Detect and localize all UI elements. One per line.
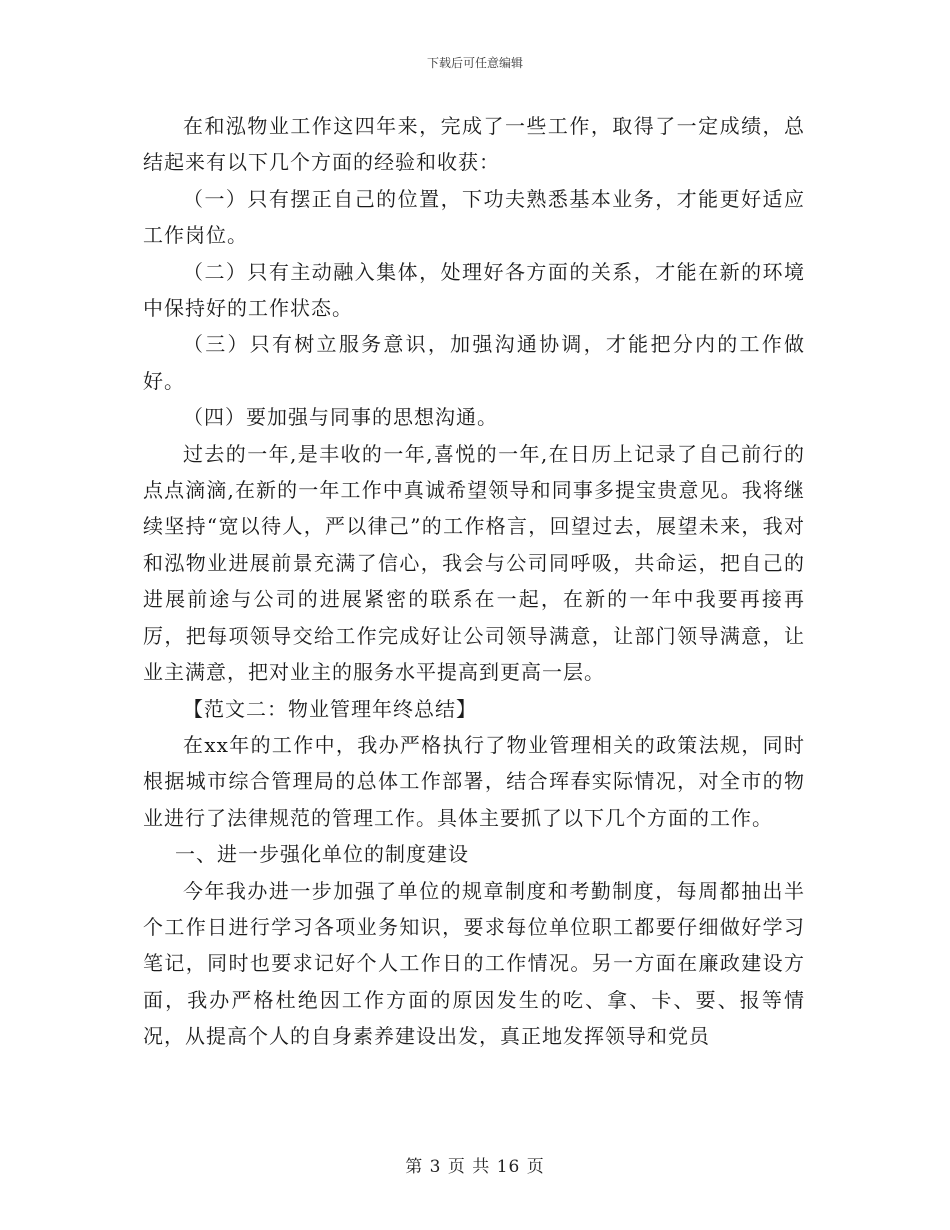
paragraph-system-building: 今年我办进一步加强了单位的规章制度和考勤制度，每周都抽出半个工作日进行学习各项业务知识，要求每位单位职工都要仔细做好学习笔记，同时也要求记好个人工作日的工作情况。另一方面在廉政建设方面，我办严格杜绝因工作方面的原因发生的吃、拿、卡、要、报等情况，从提高个人的自身素养建设出发，真正地发挥领导和党员 (143, 878, 805, 1049)
page-header-note: 下载后可任意编辑 (426, 56, 523, 70)
document-body (143, 108, 805, 1055)
section-title-sample-two: 【范文二：物业管理年终总结】 (183, 696, 477, 721)
paragraph-point-1: （一）只有摆正自己的位置，下功夫熟悉基本业务，才能更好适应工作岗位。 (143, 186, 805, 248)
paragraph-sample-two-intro: 在xx年的工作中，我办严格执行了物业管理相关的政策法规，同时根据城市综合管理局的总体工作部署，结合珲春实际情况，对全市的物业进行了法律规范的管理工作。具体主要抓了以下几个方面的工作。 (143, 732, 805, 830)
paragraph-point-2: （二）只有主动融入集体，处理好各方面的关系，才能在新的环境中保持好的工作状态。 (143, 259, 805, 321)
paragraph-point-4: （四）要加强与同事的思想沟通。 (183, 405, 498, 430)
paragraph-review: 过去的一年,是丰收的一年,喜悦的一年,在日历上记录了自己前行的点点滴滴,在新的一年工作中真诚希望领导和同事多提宝贵意见。我将继续坚持“宽以待人，严以律己”的工作格言，回望过去，展望未来，我对和泓物业进展前景充满了信心，我会与公司同呼吸，共命运，把自己的进展前途与公司的进展紧密的联系在一起，在新的一年中我要再接再厉，把每项领导交给工作完成好让公司领导满意，让部门领导满意，让业主满意，把对业主的服务水平提高到更高一层。 (143, 441, 805, 685)
page-number: 第 3 页 共 16 页 (405, 1157, 545, 1177)
paragraph-point-3: （三）只有树立服务意识，加强沟通协调，才能把分内的工作做好。 (143, 332, 805, 393)
paragraph-intro: 在和泓物业工作这四年来，完成了一些工作，取得了一定成绩，总结起来有以下几个方面的经验和收获： (143, 114, 805, 175)
section-heading-1: 一、进一步强化单位的制度建设 (175, 842, 469, 867)
